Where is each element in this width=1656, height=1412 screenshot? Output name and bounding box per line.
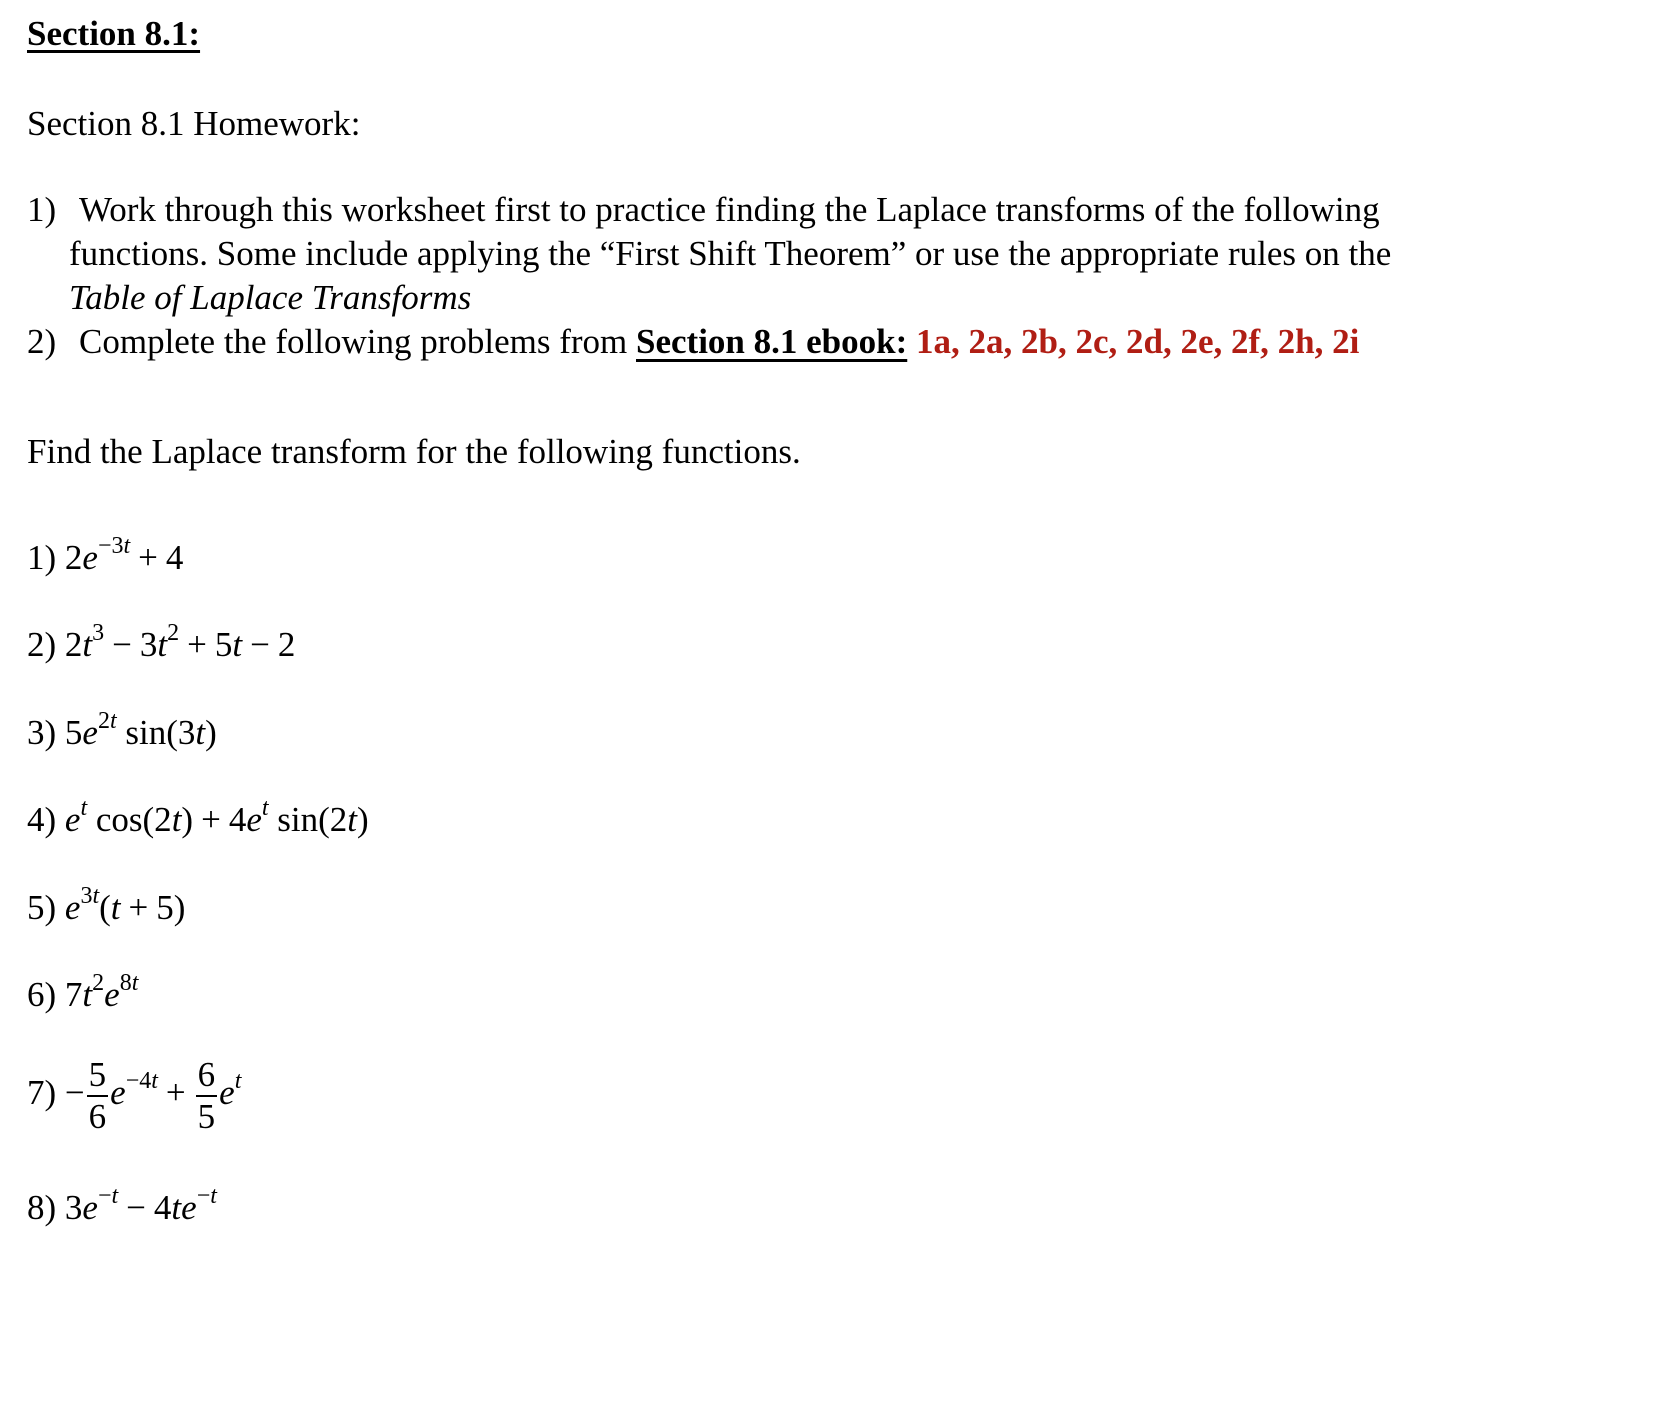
problem-number: 2) (27, 625, 57, 664)
assigned-problem-list: 1a, 2a, 2b, 2c, 2d, 2e, 2f, 2h, 2i (916, 322, 1360, 361)
instruction-1-line-3: Table of Laplace Transforms (69, 278, 472, 317)
problem-expression: $5e^{2t}$ sin(3t) (64, 708, 217, 752)
problem-expression: $3e^{-t} - 4te^{-t}$ (64, 1183, 217, 1227)
problem-expression: − $\frac{5}{6}$ $e^{-4t}$ + $\frac{6}{5}$ $e^t$ (64, 1055, 242, 1136)
problem-7 (27, 1055, 241, 1137)
problem-4 (27, 795, 369, 842)
problem-8 (27, 1183, 217, 1230)
problem-expression: $2e^{-3t} + 4$ (64, 533, 184, 577)
problem-expression: $7t^2e^{8t}$ (64, 970, 139, 1014)
problem-expression: $e^{3t}(t + 5)$ (64, 883, 186, 927)
problem-3 (27, 708, 217, 755)
problem-number: 8) (27, 1188, 57, 1227)
fraction: $\frac{6}{5}$ (197, 1055, 216, 1136)
instruction-1: 1) Work through this worksheet first to practice finding the Laplace transforms of the following (27, 190, 1380, 229)
problem-2 (27, 620, 296, 667)
homework-title: Section 8.1 Homework: (27, 104, 361, 143)
instruction-2-text: Complete the following problems from (79, 322, 628, 361)
problem-number: 5) (27, 888, 57, 927)
problem-5 (27, 883, 186, 930)
instruction-2: 2) Complete the following problems from Section 8.1 ebook: 1a, 2a, 2b, 2c, 2d, 2e, 2f, 2h, 2i (27, 322, 1360, 361)
problem-number: 3) (27, 713, 57, 752)
problem-number: 6) (27, 975, 57, 1014)
problem-1 (27, 533, 184, 580)
instruction-1-line-2: functions. Some include applying the “First Shift Theorem” or use the appropriate rules on the (69, 234, 1392, 273)
fraction: $\frac{5}{6}$ (88, 1055, 107, 1136)
problem-expression: $2t^3 - 3t^2 + 5t - 2$ (64, 620, 296, 664)
find-laplace-prompt: Find the Laplace transform for the following functions. (27, 432, 801, 471)
problem-expression: $e^t$ $\cos(2t) + 4e^t$ sin(2t) (64, 795, 369, 839)
problem-number: 1) (27, 538, 57, 577)
problem-number: 4) (27, 800, 57, 839)
problem-6 (27, 970, 139, 1017)
section-heading: Section 8.1: (27, 14, 201, 53)
ebook-section-link[interactable]: Section 8.1 ebook: (636, 322, 908, 361)
problem-number: 7) (27, 1073, 57, 1113)
instruction-1-line-1: Work through this worksheet first to practice finding the Laplace transforms of the following (79, 190, 1380, 229)
